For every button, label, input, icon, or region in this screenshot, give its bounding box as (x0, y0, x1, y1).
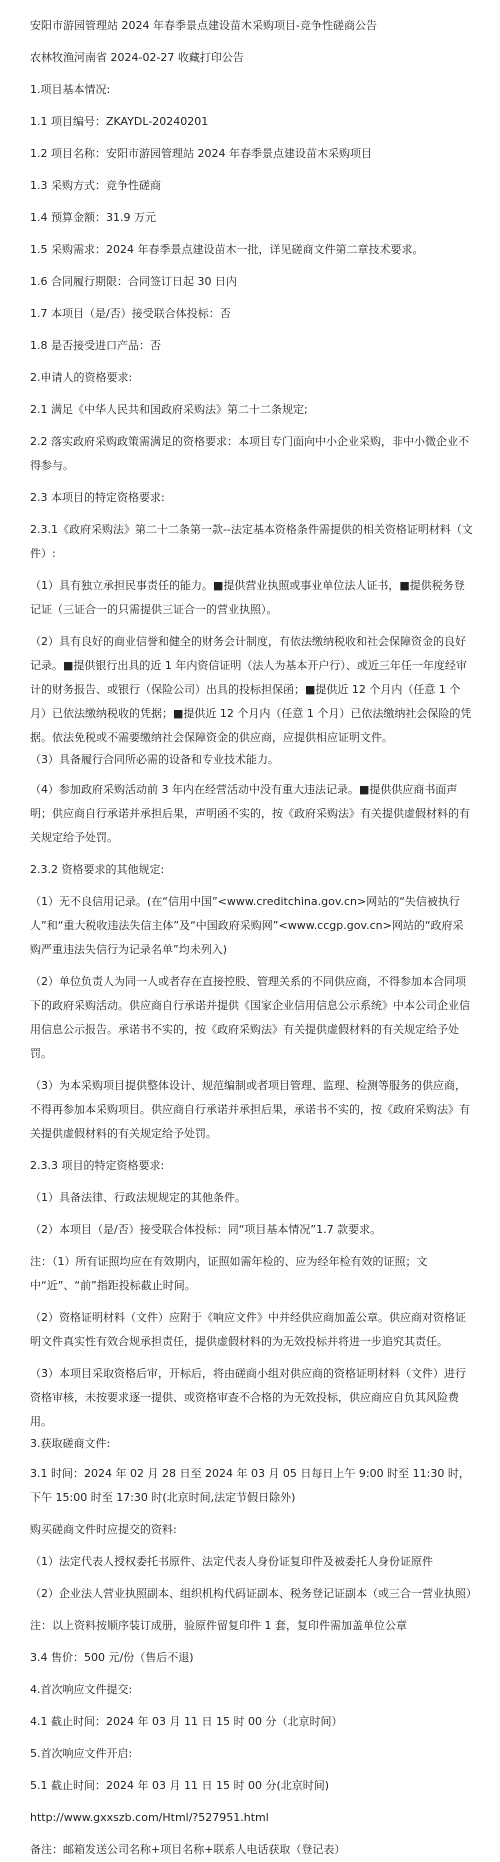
paragraph: （3）为本采购项目提供整体设计、规范编制或者项目管理、监理、检测等服务的供应商，不得再参加本采购项目。供应商自行承诺并承担后果，承诺书不实的，按《政府采购法》有关提供虚假材料的有关规定给予处罚。 (30, 1079, 470, 1140)
paragraph: （2）具有良好的商业信誉和健全的财务会计制度，有依法缴纳税收和社会保障资金的良好记录。■提供银行出具的近 1 年内资信证明（法人为基本开户行）、或近三年任一年度经审计的财务报告、或银行（保险公司）出具的投标担保函；■提供近 12 个月内（任意 1 个月）已依法缴纳税收的凭据；■提供近 12 个月内（任意 1 个月）已依法缴纳社会保险的凭据。依法免税或不需要缴纳社会保障资金的供应商，应提供相应证明文件。 (30, 635, 472, 744)
paragraph: 1.1 项目编号：ZKAYDL-20240201 (30, 115, 209, 128)
source-link[interactable]: http://www.gxxszb.com/Html/?527951.html (30, 1811, 269, 1824)
paragraph: 1.7 本项目（是/否）接受联合体投标：否 (30, 307, 231, 320)
paragraph: 1.5 采购需求：2024 年春季景点建设苗木一批，详见磋商文件第二章技术要求。 (30, 243, 424, 256)
section-heading: 4.首次响应文件提交: (30, 1683, 133, 1696)
paragraph: （1）法定代表人授权委托书原件、法定代表人身份证复印件及被委托人身份证原件 (30, 1555, 433, 1568)
paragraph: 2.2 落实政府采购政策需满足的资格要求：本项目专门面向中小企业采购，非中小微企业不得参与。 (30, 435, 469, 472)
paragraph: 2.3.2 资格要求的其他规定: (30, 863, 165, 876)
document-source: 农林牧渔河南省 2024-02-27 收藏打印公告 (30, 51, 244, 64)
paragraph: 3.4 售价：500 元/份（售后不退) (30, 1651, 194, 1664)
paragraph: 2.3.1《政府采购法》第二十二条第一款--法定基本资格条件需提供的相关资格证明材料（文件）: (30, 523, 473, 560)
section-heading: 5.首次响应文件开启: (30, 1747, 133, 1760)
paragraph: （2）企业法人营业执照副本、组织机构代码证副本、税务登记证副本（或三合一营业执照） (30, 1587, 477, 1600)
paragraph: 购买磋商文件时应提交的资料: (30, 1523, 177, 1536)
paragraph: （1）具有独立承担民事责任的能力。■提供营业执照或事业单位法人证书，■提供税务登记证（三证合一的只需提供三证合一的营业执照）。 (30, 579, 465, 616)
paragraph: 注：以上资料按顺序装订成册，验原件留复印件 1 套，复印件需加盖单位公章 (30, 1619, 407, 1632)
paragraph: 1.4 预算金额：31.9 万元 (30, 211, 156, 224)
paragraph: （2）单位负责人为同一人或者存在直接控股、管理关系的不同供应商，不得参加本合同项下的政府采购活动。供应商自行承诺并提供《国家企业信用信息公示系统》中本公司企业信用信息公示报告。承诺书不实的，按《政府采购法》有关提供虚假材料的有关规定给予处罚。 (30, 975, 470, 1060)
paragraph: （2）资格证明材料（文件）应附于《响应文件》中并经供应商加盖公章。供应商对资格证明文件真实性有效合规承担责任，提供虚假材料的为无效投标并将进一步追究其责任。 (30, 1311, 466, 1348)
paragraph: 1.8 是否接受进口产品：否 (30, 339, 161, 352)
paragraph: （1）具备法律、行政法规规定的其他条件。 (30, 1191, 246, 1204)
section-heading: 2.申请人的资格要求: (30, 371, 133, 384)
paragraph: （1）无不良信用记录。(在“信用中国”<www.creditchina.gov.cn>网站的“失信被执行人”和“重大税收违法失信主体”及“中国政府采购网”<www.ccgp.gov.cn>网站的“政府采购严重违法失信行为记录名单”均未列入) (30, 895, 464, 956)
document-title: 安阳市游园管理站 2024 年春季景点建设苗木采购项目-竞争性磋商公告 (30, 19, 377, 32)
paragraph: 3.1 时间：2024 年 02 月 28 日至 2024 年 03 月 05 日每日上午 9:00 时至 11:30 时，下午 15:00 时至 17:30 时(北京时间,法定节假日除外) (30, 1467, 470, 1504)
section-heading: 1.项目基本情况: (30, 83, 111, 96)
paragraph: （4）参加政府采购活动前 3 年内在经营活动中没有重大违法记录。■提供供应商书面声明；供应商自行承诺并承担后果，声明函不实的，按《政府采购法》有关提供虚假材料的有关规定给予处罚。 (30, 783, 470, 844)
paragraph: 5.1 截止时间：2024 年 03 月 11 日 15 时 00 分(北京时间) (30, 1779, 330, 1792)
paragraph: （2）本项目（是/否）接受联合体投标：同“项目基本情况”1.7 款要求。 (30, 1223, 382, 1236)
paragraph: 2.1 满足《中华人民共和国政府采购法》第二十二条规定; (30, 403, 308, 416)
paragraph: 注：（1）所有证照均应在有效期内，证照如需年检的、应为经年检有效的证照；文中“近”、“前”指距投标截止时间。 (30, 1255, 428, 1292)
paragraph: 1.6 合同履行期限：合同签订日起 30 日内 (30, 275, 237, 288)
section-heading: 3.获取磋商文件: (30, 1437, 111, 1450)
paragraph: 1.2 项目名称：安阳市游园管理站 2024 年春季景点建设苗木采购项目 (30, 147, 372, 160)
paragraph: 4.1 截止时间：2024 年 03 月 11 日 15 时 00 分（北京时间） (30, 1715, 343, 1728)
paragraph: 1.3 采购方式：竞争性磋商 (30, 179, 161, 192)
paragraph: （3）具备履行合同所必需的设备和专业技术能力。 (30, 753, 279, 766)
paragraph: （3）本项目采取资格后审，开标后，将由磋商小组对供应商的资格证明材料（文件）进行资格审核，未按要求逐一提供、或资格审查不合格的为无效投标，供应商应自负其风险费用。 (30, 1367, 466, 1428)
paragraph: 2.3 本项目的特定资格要求: (30, 491, 165, 504)
paragraph: 备注：邮箱发送公司名称+项目名称+联系人电话获取（登记表） (30, 1843, 346, 1856)
paragraph: 2.3.3 项目的特定资格要求: (30, 1159, 165, 1172)
